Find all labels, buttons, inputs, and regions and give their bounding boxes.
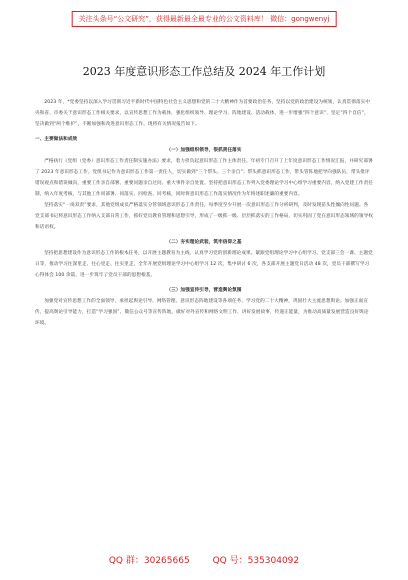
intro-paragraph: 2023 年，*党委坚持以深入学习贯彻习近平新时代中国特色社会主义思想和党的二十大精神作为首要政治任务，坚持以党的政治建设为统领，认真贯彻落实中央和省、市委关于意识形态工作相关要求，以宣传思想工作为载体，强化组织领导、理论学习、阵地建设、活动载体，进一步增强“四个意识”，坚定“四个自信”，坚决做到“两个维护”，不断加强和改进意识形态工作。现将有关情况报告如下。 [35, 100, 371, 127]
paragraph-1: 严格执行《党组（党委）意识形态工作责任制实施办法》要求，着力担负起意识形态工作主体责任。年初专门召开了上年度意识形态工作情况汇报，并研究部署了 2023 年意识形态工作。党组书记作为意识形态工作第一责任人，切实做到“三个带头、三个亲自”；带头抓意识形态工作，带头管阵地把导向强队伍，带头批评错误观点和错误倾向，重要工作亲自部署、重要问题亲自过问、重大事件亲自处置。坚持把意识形态工作列入党委理论学习中心组学习重要内容，纳入党建工作责任制，纳入年度考核，与其他工作同部署、同落实、同检查、同考核，同时将意识形态工作落实情况作为年终述职述廉的重要内容。 [35, 159, 373, 197]
document-title: 2023 年度意识形态工作总结及 2024 年工作计划 [82, 65, 326, 78]
document-body [35, 97, 373, 329]
subsection-heading-2: （二）夯实理论武装，筑牢信仰之基 [166, 240, 242, 245]
subsection-heading-3: （三）加强宣传引导，营造舆论氛围 [166, 288, 242, 293]
header-banner: 关注头条号“公文研究”，获得最新最全最专业的公文资料库！ 微信：gongwenyj [72, 11, 337, 27]
paragraph-3: 坚持把思想建设作为意识形态工作的根本任务，以开展主题教育为主线，认真学习党的创新理论成果。紧跟党组理论学习中心组学习、党支部三会一课、主题党日等，推动学习往深里走、往心里走、往实里走，全年开展党组理论学习中心组学习 12 次，集中研讨 6 次，各支部开展主题党日活动 48 次，党员干部撰写学习心得体会 100 余篇，进一步筑牢了党员干部的思想根基。 [35, 251, 373, 278]
contact-footer: QQ 群：30265665 QQ 号：535304092 [108, 556, 300, 566]
paragraph-4: 加强党对宣传思想工作的全面领导，承担起舆论引导、网络管理、意识形态阵地建设等各项任务，学习党的二十大精神，巩固壮大主流思想舆论。加强正面宣传，提高舆论引导能力，打造“学习强国”、微信公众号等宣传阵地，做好对外宣传和网络文明工作，讲好发展故事，传递正能量，为推动高质量发展营造良好舆论环境。 [35, 299, 369, 326]
section-heading-1: 一、主要做法和成效 [35, 137, 78, 142]
subsection-heading-1: （一）加强组织领导，很抓责任落实 [166, 148, 242, 153]
paragraph-2: 坚持落实“一岗双责”要求，其他党组成员严格落实分管领域意识形态工作责任，每季度至少开展一次意识形态工作分析研判，及时发现苗头性倾向性问题。各党支部书记将意识形态工作纳入支部日常工作，抓好党员教育管理和思想引导，形成了一级抓一级、层层抓落实的工作格局，切实巩固了党在意识形态领域的领导权和话语权。 [35, 203, 373, 230]
